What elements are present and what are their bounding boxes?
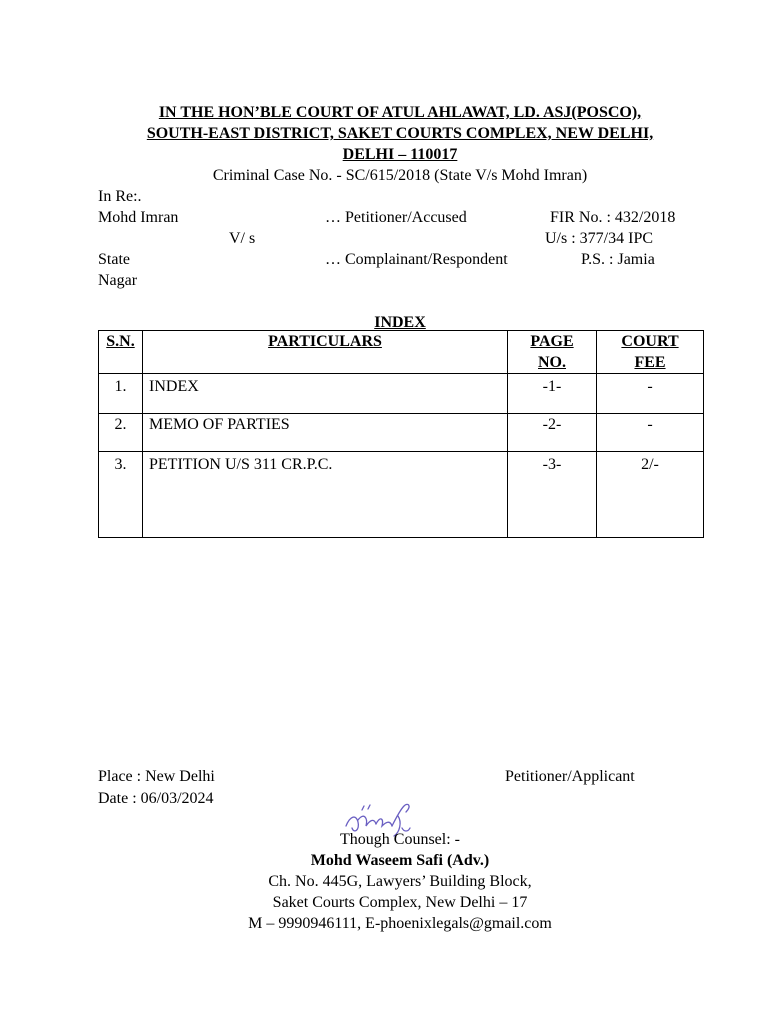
header-page-line-1: PAGE [530,333,574,350]
header-page-no [508,331,597,374]
row-particulars: INDEX [143,374,508,414]
header-particulars: PARTICULARS [143,331,508,374]
versus-label: V/ s [229,230,256,247]
sections-label: U/s : 377/34 IPC [545,230,654,247]
table-row [99,374,704,414]
row-particulars: MEMO OF PARTIES [143,414,508,452]
counsel-address-line-1: Ch. No. 445G, Lawyers’ Building Block, [268,873,532,890]
heading-line-1: IN THE HON’BLE COURT OF ATUL AHLAWAT, LD. ASJ(POSCO), [158,104,642,121]
row-fee: - [597,414,704,452]
petitioner-applicant-label: Petitioner/Applicant [505,768,635,785]
police-station: P.S. : Jamia [581,251,655,268]
court-heading [98,102,702,165]
petitioner-role: … Petitioner/Accused [325,209,467,226]
in-re-label: In Re:. [98,188,142,205]
header-sn: S.N. [99,331,143,374]
table-row [99,414,704,452]
row-sn: 3. [99,452,143,538]
row-fee: - [597,374,704,414]
row-fee: 2/- [597,452,704,538]
row-page: -1- [508,374,597,414]
heading-line-3: DELHI – 110017 [342,146,458,163]
table-row [99,452,704,538]
case-number-line: Criminal Case No. - SC/615/2018 (State V/s Mohd Imran) [212,167,588,184]
header-page-line-2: NO. [538,354,566,371]
index-title: INDEX [374,314,426,331]
counsel-name: Mohd Waseem Safi (Adv.) [310,852,490,869]
index-table [98,330,704,538]
police-station-continued: Nagar [98,272,138,289]
respondent-name: State [98,251,130,268]
row-page: -2- [508,414,597,452]
row-page: -3- [508,452,597,538]
header-court-fee [597,331,704,374]
respondent-role: … Complainant/Respondent [325,251,508,268]
row-sn: 2. [99,414,143,452]
table-header-row [99,331,704,374]
row-particulars: PETITION U/S 311 CR.P.C. [143,452,508,538]
counsel-contact: M – 9990946111, E-phoenixlegals@gmail.com [248,915,552,932]
counsel-address-line-2: Saket Courts Complex, New Delhi – 17 [272,894,528,911]
header-fee-line-1: COURT [621,333,679,350]
petitioner-name: Mohd Imran [98,209,179,226]
heading-line-2: SOUTH-EAST DISTRICT, SAKET COURTS COMPLEX, NEW DELHI, [146,125,654,142]
date-line: Date : 06/03/2024 [98,790,214,807]
row-sn: 1. [99,374,143,414]
place-line: Place : New Delhi [98,768,215,785]
through-counsel-label: Though Counsel: - [340,831,460,848]
fir-number: FIR No. : 432/2018 [550,209,676,226]
header-fee-line-2: FEE [634,354,666,371]
